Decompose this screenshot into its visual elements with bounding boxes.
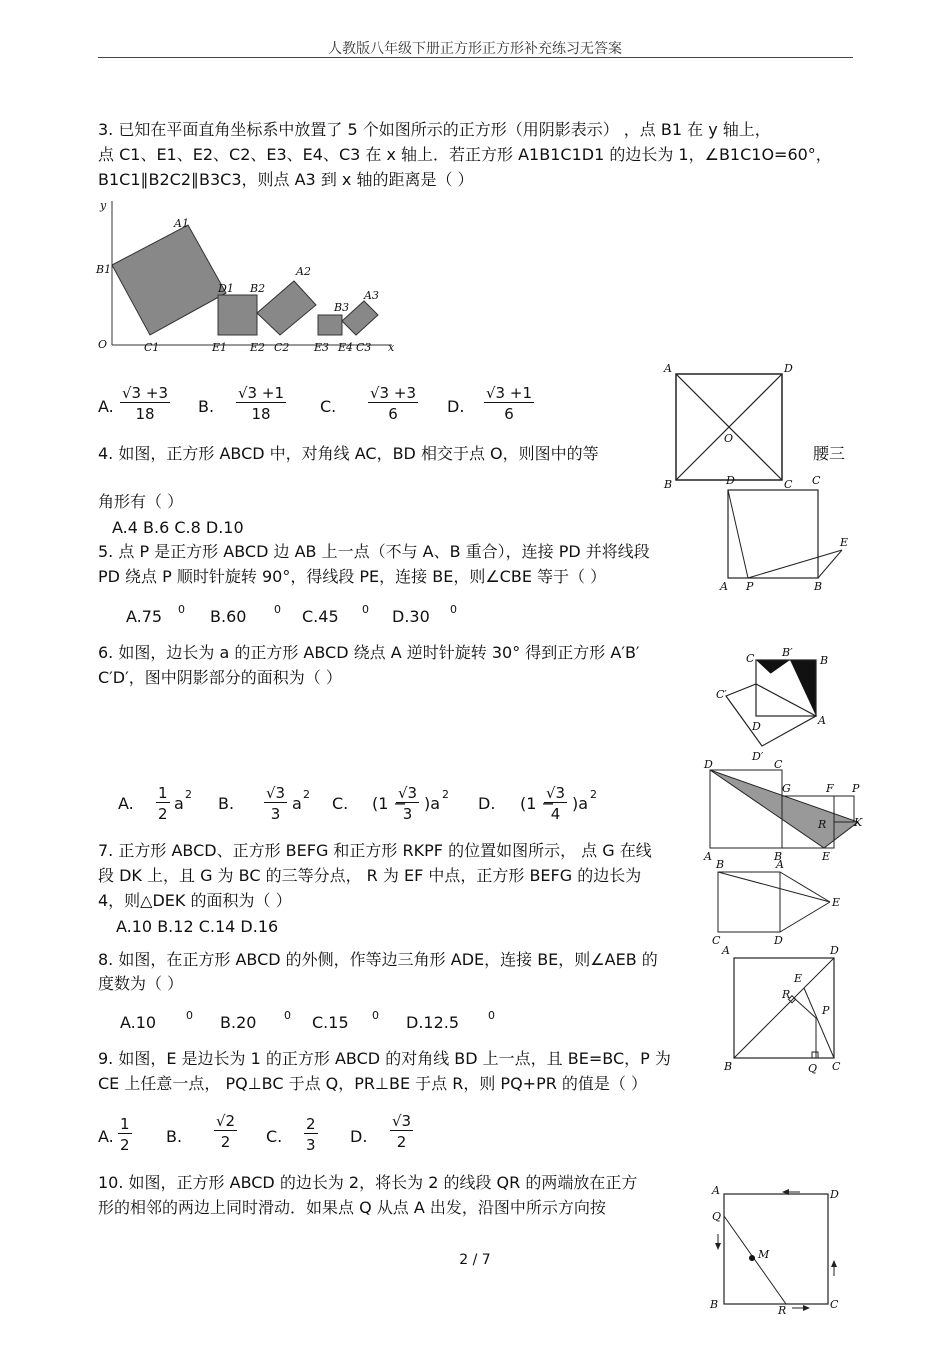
- q3-option-b-den: 18: [236, 402, 286, 423]
- q9-option-d-num: √3: [392, 1112, 412, 1130]
- q10-line-2: 形的相邻的两边上同时滑动．如果点 Q 从点 A 出发，沿图中所示方向按: [98, 1198, 606, 1217]
- q6-option-d-fraction: [544, 784, 567, 823]
- q4-label-d: D: [784, 362, 793, 375]
- q5-segment-pd: [728, 490, 748, 578]
- q3-label-o: O: [98, 338, 108, 351]
- q3-line-3: B1C1∥B2C2∥B3C3，则点 A3 到 x 轴的距离是（ ）: [98, 170, 474, 189]
- q7-label-c: C: [774, 758, 783, 771]
- q7-label-g: G: [782, 782, 791, 795]
- q3-square-4: [318, 315, 342, 335]
- q3-label-e1: E1: [212, 341, 228, 354]
- q9-label-e: E: [794, 972, 803, 985]
- q9-option-d-den: 2: [390, 1130, 413, 1151]
- q6-option-a-num: 1: [158, 784, 168, 802]
- q3-option-b-num: √3 +1: [238, 384, 284, 402]
- q9-label-b: B: [724, 1060, 733, 1073]
- q6-option-c-den: 3: [396, 802, 419, 823]
- q5-label-e: E: [840, 536, 849, 549]
- q10-label-b: B: [710, 1298, 719, 1311]
- q3-option-a-num: √3 +3: [122, 384, 168, 402]
- q10-label-m: M: [758, 1248, 770, 1261]
- q3-label-e2: E2: [250, 341, 266, 354]
- q9-label-c: C: [832, 1060, 841, 1073]
- q9-option-b-num: √2: [216, 1112, 236, 1130]
- q10-label-r: R: [778, 1304, 787, 1317]
- q8-option-d: D.12.5: [406, 1013, 460, 1032]
- q6-line-2: C′D′，图中阴影部分的面积为（ ）: [98, 668, 342, 687]
- q3-option-d-den: 6: [484, 402, 534, 423]
- q6-option-b-sup: 2: [303, 788, 310, 801]
- q6-figure: [712, 644, 842, 764]
- q9-line-2: CE 上任意一点， PQ⊥BC 于点 Q，PR⊥BE 于点 R，则 PQ+PR 的值是（ ）: [98, 1074, 648, 1093]
- q6-label-d: D: [752, 720, 761, 733]
- q5-label-c: C: [812, 474, 821, 487]
- q8-option-c: C.15: [312, 1013, 349, 1032]
- q8-label-b: B: [716, 858, 725, 871]
- q6-label-b: B: [820, 654, 829, 667]
- q4-label-c: C: [784, 478, 793, 491]
- q8-label-c: C: [712, 934, 721, 946]
- q7-label-b: B: [774, 850, 783, 863]
- q6-label-dprime: D′: [752, 750, 764, 763]
- q6-option-b-label: B.: [218, 794, 235, 813]
- q6-option-c-pre: (1 −: [372, 794, 407, 813]
- q3-label-a3: A3: [364, 289, 379, 302]
- q8-option-c-sup: 0: [372, 1009, 379, 1022]
- q8-option-b: B.20: [220, 1013, 257, 1032]
- q6-option-b-fraction: [264, 784, 287, 823]
- q10-label-q: Q: [712, 1210, 722, 1223]
- q6-option-d-sup: 2: [590, 788, 597, 801]
- q9-option-b-fraction: [214, 1112, 237, 1151]
- q3-label-e4: E4: [338, 341, 354, 354]
- q5-option-d: D.30: [392, 607, 430, 626]
- q3-label-a1: A1: [174, 217, 189, 230]
- q9-diagonal-bd: [734, 958, 834, 1058]
- q7-label-e: E: [822, 850, 831, 863]
- q3-figure: [92, 195, 402, 360]
- q9-label-r: R: [782, 988, 791, 1001]
- q3-option-a-fraction: [120, 384, 170, 423]
- q8-figure: [708, 858, 858, 946]
- q5-option-d-sup: 0: [450, 603, 457, 616]
- q6-option-a-fraction: [156, 784, 170, 823]
- q3-square-3: [257, 281, 316, 335]
- q5-line-2: PD 绕点 P 顺时针旋转 90°，得线段 PE，连接 BE，则∠CBE 等于（ ）: [98, 567, 607, 586]
- q3-option-c-num: √3 +3: [370, 384, 416, 402]
- q3-option-a-den: 18: [120, 402, 170, 423]
- q5-label-d: D: [726, 474, 735, 487]
- q5-segment-be: [818, 550, 842, 578]
- q6-label-cprime: C′: [716, 688, 727, 701]
- q3-label-b1: B1: [96, 263, 112, 276]
- q4-line-2: 角形有（ ）: [98, 492, 184, 511]
- q9-label-p: P: [822, 1004, 830, 1017]
- q7-label-k: K: [854, 816, 863, 829]
- q9-option-a-fraction: [118, 1115, 132, 1154]
- q7-label-p: P: [852, 782, 860, 795]
- q6-option-b-den: 3: [264, 802, 287, 823]
- q5-label-p: P: [746, 580, 754, 592]
- q5-option-c: C.45: [302, 607, 339, 626]
- q9-option-c-den: 3: [304, 1133, 318, 1154]
- q4-line-1-end: 腰三: [813, 444, 846, 463]
- page-number: 2 / 7: [459, 1252, 491, 1268]
- q3-label-a2: A2: [296, 265, 311, 278]
- q8-line-1: 8. 如图，在正方形 ABCD 的外侧，作等边三角形 ADE，连接 BE，则∠AEB 的: [98, 950, 658, 969]
- q6-label-a: A: [818, 714, 826, 727]
- q3-line-1: 3. 已知在平面直角坐标系中放置了 5 个如图所示的正方形（用阴影表示） ，点 B1 在 y 轴上，: [98, 120, 771, 139]
- q3-option-d-fraction: [484, 384, 534, 423]
- q6-option-d-pre: (1 −: [520, 794, 555, 813]
- q8-square: [718, 872, 780, 932]
- q3-option-d-label: D.: [447, 397, 465, 416]
- q4-options: A.4 B.6 C.8 D.10: [112, 518, 244, 537]
- q6-option-c-num: √3: [398, 784, 418, 802]
- q5-option-b-sup: 0: [274, 603, 281, 616]
- q3-option-b-label: B.: [198, 397, 215, 416]
- q3-option-a-label: A.: [98, 397, 114, 416]
- q4-line-1: 4. 如图，正方形 ABCD 中，对角线 AC，BD 相交于点 O，则图中的等: [98, 444, 599, 463]
- q9-option-a-num: 1: [120, 1115, 130, 1133]
- q6-option-d-den: 4: [544, 802, 567, 823]
- q7-label-a: A: [704, 850, 712, 863]
- q3-option-c-label: C.: [320, 397, 337, 416]
- q7-figure: [700, 756, 870, 864]
- q6-option-b-num: √3: [266, 784, 286, 802]
- q5-option-a: A.75: [126, 607, 163, 626]
- q3-label-b2: B2: [250, 282, 266, 295]
- q10-arrowhead-left: [715, 1243, 721, 1250]
- q6-label-bprime: B′: [782, 646, 793, 659]
- q5-figure: [716, 472, 856, 592]
- q6-option-a-label: A.: [118, 794, 134, 813]
- q8-label-e: E: [832, 896, 841, 909]
- q3-line-2: 点 C1、E1、E2、C2、E3、E4、C3 在 x 轴上．若正方形 A1B1C1D1 的边长为 1，∠B1C1O=60°，: [98, 145, 832, 164]
- q8-option-a: A.10: [120, 1013, 157, 1032]
- q5-option-a-sup: 0: [178, 603, 185, 616]
- q7-label-d: D: [704, 758, 713, 771]
- q3-square-1: [112, 225, 226, 335]
- q5-label-a: A: [720, 580, 728, 592]
- q6-option-a-den: 2: [156, 802, 170, 823]
- q9-option-b-label: B.: [166, 1127, 183, 1146]
- q5-line-1: 5. 点 P 是正方形 ABCD 边 AB 上一点（不与 A、B 重合），连接 PD 并将线段: [98, 542, 650, 561]
- q10-square: [724, 1194, 828, 1304]
- q5-label-b: B: [814, 580, 823, 592]
- q8-side-de: [780, 902, 830, 932]
- q7-line-3: 4，则△DEK 的面积为（ ）: [98, 891, 292, 910]
- q6-option-d-num: √3: [546, 784, 566, 802]
- q7-line-1: 7. 正方形 ABCD、正方形 BEFG 和正方形 RKPF 的位置如图所示， 点 G 在线: [98, 841, 652, 860]
- q10-label-a: A: [712, 1184, 720, 1197]
- header-divider: [98, 57, 853, 58]
- q3-label-c3: C3: [356, 341, 372, 354]
- q9-option-c-label: C.: [266, 1127, 283, 1146]
- q6-option-d-tail: )a: [572, 794, 589, 813]
- q9-segment-ce: [804, 988, 834, 1058]
- q5-option-b: B.60: [210, 607, 247, 626]
- q5-segment-pe: [748, 550, 842, 578]
- q3-label-y: y: [100, 199, 107, 212]
- q9-label-d: D: [830, 944, 839, 957]
- q6-option-a-tail: a: [174, 794, 184, 813]
- q3-option-c-den: 6: [368, 402, 418, 423]
- q10-line-1: 10. 如图，正方形 ABCD 的边长为 2，将长为 2 的线段 QR 的两端放在正方: [98, 1173, 638, 1192]
- q9-option-c-num: 2: [306, 1115, 316, 1133]
- q4-label-a: A: [664, 362, 672, 375]
- q9-label-a: A: [722, 944, 730, 957]
- q10-arrowhead-bottom: [803, 1305, 810, 1311]
- q3-label-b3: B3: [334, 301, 350, 314]
- q8-option-b-sup: 0: [284, 1009, 291, 1022]
- q3-label-c1: C1: [144, 341, 160, 354]
- q10-label-d: D: [830, 1188, 839, 1201]
- q6-option-b-tail: a: [292, 794, 302, 813]
- q9-option-d-fraction: [390, 1112, 413, 1151]
- q9-figure: [718, 940, 848, 1078]
- q3-label-d1: D1: [218, 282, 234, 295]
- q8-option-d-sup: 0: [488, 1009, 495, 1022]
- page-header: 人教版八年级下册正方形正方形补充练习无答案: [328, 41, 622, 57]
- q9-line-1: 9. 如图，E 是边长为 1 的正方形 ABCD 的对角线 BD 上一点，且 BE=BC，P 为: [98, 1049, 671, 1068]
- q7-label-r: R: [818, 818, 827, 831]
- q9-option-d-label: D.: [350, 1127, 368, 1146]
- q8-label-a: A: [776, 858, 784, 871]
- q8-line-2: 度数为（ ）: [98, 974, 184, 993]
- q5-square: [728, 490, 818, 578]
- q8-segment-be: [718, 872, 830, 902]
- q6-option-c-tail: )a: [424, 794, 441, 813]
- q3-label-x: x: [388, 341, 395, 354]
- q3-square-2: [218, 295, 257, 335]
- q6-option-c-label: C.: [332, 794, 349, 813]
- q7-options: A.10 B.12 C.14 D.16: [116, 917, 279, 936]
- q6-option-c-fraction: [396, 784, 419, 823]
- q10-label-c: C: [830, 1298, 839, 1311]
- q9-option-b-den: 2: [214, 1130, 237, 1151]
- q9-option-a-den: 2: [118, 1133, 132, 1154]
- q6-option-c-sup: 2: [442, 788, 449, 801]
- q6-line-1: 6. 如图，边长为 a 的正方形 ABCD 绕点 A 逆时针旋转 30° 得到正方形 A′B′: [98, 643, 640, 662]
- q3-option-c-fraction: [368, 384, 418, 423]
- q8-side-ae: [780, 872, 830, 902]
- q8-label-d: D: [774, 934, 783, 946]
- q7-line-2: 段 DK 上，且 G 为 BC 的三等分点， R 为 EF 中点，正方形 BEFG 的边长为: [98, 866, 642, 885]
- q3-label-e3: E3: [314, 341, 330, 354]
- q8-option-a-sup: 0: [186, 1009, 193, 1022]
- q9-option-a-label: A.: [98, 1127, 114, 1146]
- q9-right-angle-q: [812, 1052, 818, 1058]
- q6-option-d-label: D.: [478, 794, 496, 813]
- q9-label-q: Q: [808, 1062, 818, 1075]
- q7-label-f: F: [826, 782, 834, 795]
- q3-option-b-fraction: [236, 384, 286, 423]
- q5-option-c-sup: 0: [362, 603, 369, 616]
- q6-option-a-sup: 2: [185, 788, 192, 801]
- q9-option-c-fraction: [304, 1115, 318, 1154]
- q4-label-o: O: [724, 432, 734, 445]
- q3-option-d-num: √3 +1: [486, 384, 532, 402]
- q3-label-c2: C2: [274, 341, 290, 354]
- q10-figure: [704, 1180, 854, 1320]
- q6-label-c: C: [746, 652, 755, 665]
- q4-label-b: B: [664, 478, 673, 491]
